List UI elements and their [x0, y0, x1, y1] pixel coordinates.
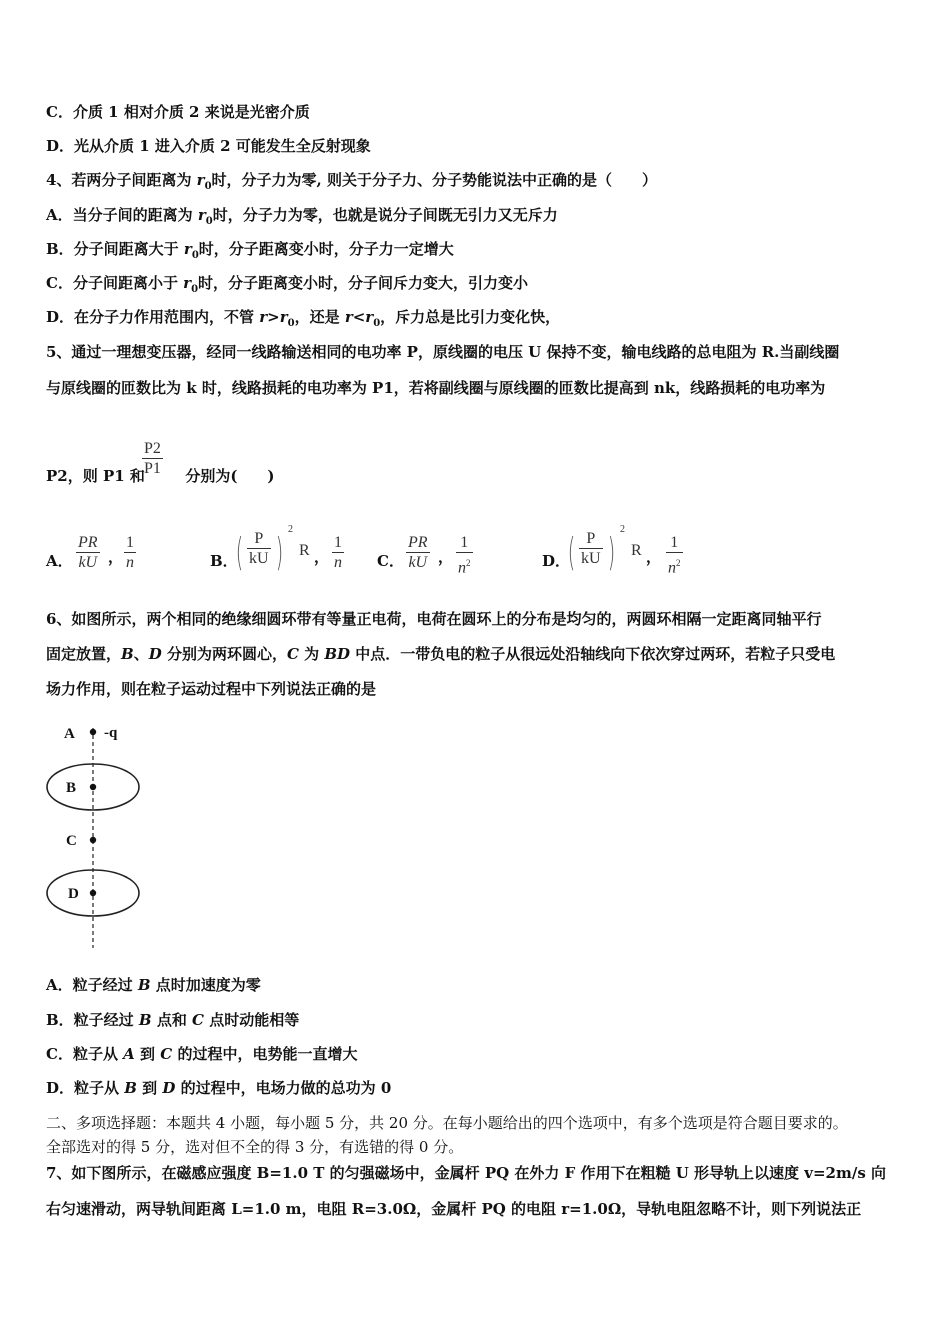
q3-option-c: C．介质 1 相对介质 2 来说是光密介质 — [46, 103, 310, 121]
fraction-p-ku: P kU — [249, 530, 269, 567]
section2-heading-line2: 全部选对的得 5 分，选对但不全的得 3 分，有选错的得 0 分。 — [46, 1138, 464, 1156]
q4-option-a: A．当分子间的距离为 $r_0$时，分子力为零，也就是说分子间既无引力又无斥力 — [46, 206, 558, 227]
label-c: C — [66, 833, 77, 849]
label-a: A — [64, 726, 75, 742]
fraction-pr-ku: PR kU — [78, 534, 98, 571]
q6-option-a: A．粒子经过 B 点时加速度为零 — [46, 976, 261, 994]
point-d — [90, 890, 96, 896]
fraction-1-n: 1 n — [126, 534, 134, 571]
q5-stem-line2: 与原线圈的匝数比为 k 时，线路损耗的电功率为 P1，若将副线圈与原线圈的匝数比提高到 nk，线路损耗的电功率为 — [46, 379, 826, 397]
point-b — [90, 784, 96, 790]
fraction-p-ku: P kU — [581, 530, 601, 567]
label-b: B — [66, 780, 77, 796]
q7-stem-line2: 右匀速滑动，两导轨间距离 L=1.0 m，电阻 R=3.0Ω，金属杆 PQ 的电阻 r=1.0Ω，导轨电阻忽略不计，则下列说法正 — [46, 1200, 862, 1218]
point-c — [90, 837, 96, 843]
label-d: D — [68, 886, 79, 902]
q6-stem-line3: 场力作用，则在粒子运动过程中下列说法正确的是 — [46, 680, 377, 698]
q3-option-d: D．光从介质 1 进入介质 2 可能发生全反射现象 — [46, 137, 371, 155]
q4-option-b: B．分子间距离大于 $r_0$时，分子距离变小时，分子力一定增大 — [46, 240, 454, 261]
q5-stem-line1: 5、通过一理想变压器，经同一线路输送相同的电功率 P，原线圈的电压 U 保持不变，输电线路的总电阻为 R.当副线圈 — [46, 343, 840, 361]
option-letter: A． — [46, 552, 73, 570]
point-a — [90, 729, 96, 735]
q6-option-d: D．粒子从 B 到 D 的过程中，电场力做的总功为 0 — [46, 1079, 392, 1097]
q6-stem-line1: 6、如图所示，两个相同的绝缘细圆环带有等量正电荷，电荷在圆环上的分布是均匀的，两圆环相隔一定距离同轴平行 — [46, 610, 822, 628]
q5-stem-line3: P2，则 P1 和 分别为( ) — [46, 467, 275, 485]
fraction-pr-ku: PR kU — [408, 534, 428, 571]
q6-option-b: B．粒子经过 B 点和 C 点时动能相等 — [46, 1011, 300, 1029]
q4-stem: 4、若两分子间距离为 $r_0$时，分子力为零, 则关于分子力、分子势能说法中正确的是（ ） — [46, 171, 657, 192]
label-q: -q — [104, 725, 118, 741]
option-letter: B． — [210, 552, 238, 570]
fraction-1-n2: 1 $n^2$ — [668, 534, 681, 577]
q7-stem-line1: 7、如下图所示，在磁感应强度 B=1.0 T 的匀强磁场中，金属杆 PQ 在外力 F 作用下在粗糙 U 形导轨上以速度 v=2m/s 向 — [46, 1164, 886, 1182]
fraction-1-n: 1 n — [334, 534, 342, 571]
ratio-denominator: P1 — [144, 460, 161, 477]
q6-stem-line2: 固定放置，B、D 分别为两环圆心，C 为 BD 中点．一带负电的粒子从很远处沿轴线向下依次穿过两环，若粒子只受电 — [46, 645, 836, 663]
ratio-numerator: P2 — [144, 440, 161, 457]
q6-option-c: C．粒子从 A 到 C 的过程中，电势能一直增大 — [46, 1045, 358, 1063]
option-letter: C． — [377, 552, 404, 570]
q4-option-c: C．分子间距离小于 $r_0$时，分子距离变小时，分子间斥力变大，引力变小 — [46, 274, 529, 295]
option-letter: D． — [542, 552, 571, 570]
q5-ratio-fraction — [142, 440, 163, 479]
section2-heading-line1: 二、多项选择题：本题共 4 小题，每小题 5 分，共 20 分。在每小题给出的四个选项中，有多个选项是符合题目要求的。 — [46, 1114, 848, 1132]
q4-option-d: D．在分子力作用范围内，不管 $r>r_0$，还是 $r<r_0$，斥力总是比引力变化快， — [46, 308, 561, 329]
fraction-1-n2: 1 $n^2$ — [458, 534, 471, 577]
two-rings-figure — [40, 720, 150, 952]
